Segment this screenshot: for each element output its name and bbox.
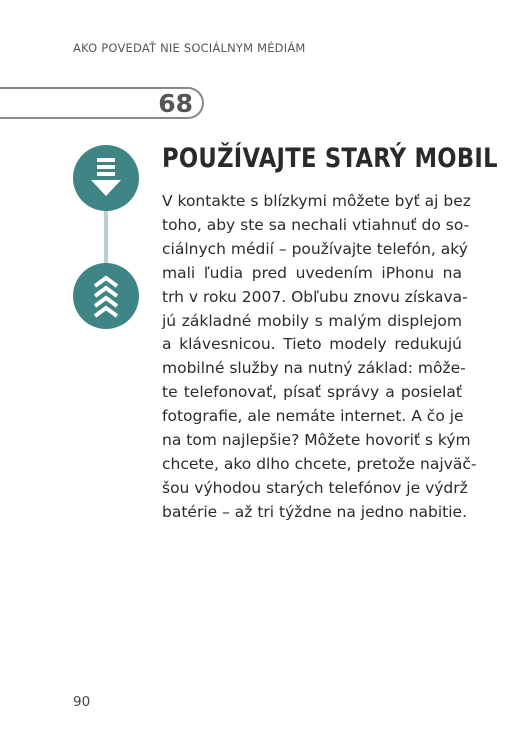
body-line: ciálnych médií – používajte telefón, aký [162,239,468,258]
section-number-bar [0,87,204,119]
download-arrow-icon [73,145,139,211]
body-line: mobilné služby na nutný základ: môže- [162,359,466,378]
body-line: mali ľudia pred uvedením iPhonu na [162,263,462,282]
body-paragraph [162,190,477,525]
body-line: a klávesnicou. Tieto modely redukujú [162,335,462,354]
body-line: batérie – až tri týždne na jedno nabitie. [162,502,468,521]
section-title: POUŽÍVAJTE STARÝ MOBIL [162,143,498,174]
icon-connector-line [104,207,108,269]
body-line: jú základné mobily s malým displejom [162,311,462,330]
chevrons-up-icon [73,263,139,329]
body-line: chcete, ako dlho chcete, pretože najväč- [162,454,477,473]
body-line: fotografie, ale nemáte internet. A čo je [162,407,464,426]
body-line: te telefonovať, písať správy a posielať [162,383,462,402]
body-line: šou výhodou starých telefónov je výdrž [162,478,468,497]
body-line: toho, aby ste sa nechali vtiahnuť do so- [162,215,470,234]
body-line: V kontakte s blízkymi môžete byť aj bez [162,192,471,210]
body-line: na tom najlepšie? Môžete hovoriť s kým [162,431,471,450]
section-number: 68 [158,89,193,118]
page-number: 90 [73,694,91,710]
icon-column [70,143,142,333]
running-header: AKO POVEDAŤ NIE SOCIÁLNYM MÉDIÁM [73,41,306,55]
body-line: trh v roku 2007. Obľubu znovu získava- [162,287,468,306]
